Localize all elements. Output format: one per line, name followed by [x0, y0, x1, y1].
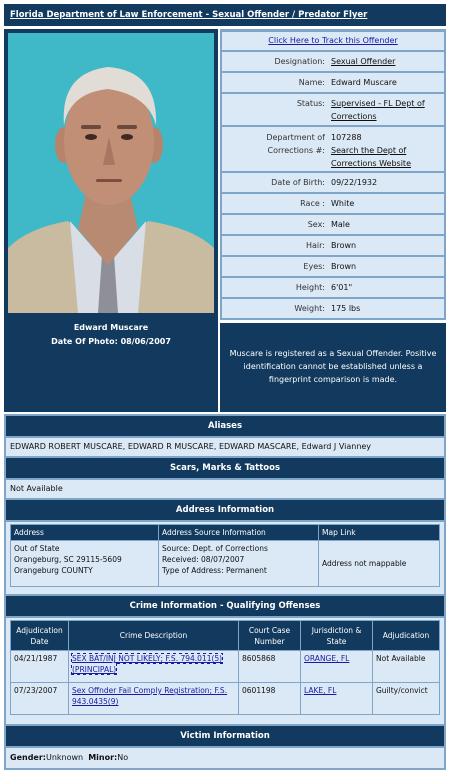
victim-heading: Victim Information: [6, 726, 444, 746]
status-link[interactable]: Supervised - FL Dept of Corrections: [331, 99, 425, 121]
crime-adjudication: Guilty/convict: [373, 683, 440, 715]
race-label: Race :: [300, 199, 325, 208]
address-line-1: Out of State: [14, 544, 60, 553]
hair-label: Hair:: [306, 241, 325, 250]
eyes-value: Brown: [331, 262, 357, 271]
designation-label: Designation:: [274, 57, 325, 66]
designation-link[interactable]: Sexual Offender: [331, 57, 396, 66]
victim-gender-label: Gender:: [10, 753, 46, 762]
victim-minor-label: Minor:: [88, 753, 118, 762]
scars-heading: Scars, Marks & Tattoos: [6, 458, 444, 478]
address-table: [10, 524, 440, 587]
doc-number-value: 107288: [331, 133, 362, 142]
doc-number-label: Department of Corrections #:: [266, 133, 325, 155]
crime-description: [69, 683, 239, 715]
flyer-title-link[interactable]: Florida Department of Law Enforcement - Sexual Offender / Predator Flyer: [10, 10, 368, 20]
offender-photo-image: [8, 33, 214, 313]
crime-case-number: 0601198: [239, 683, 301, 715]
info-row-height: [222, 278, 444, 297]
crime-table: [10, 620, 440, 715]
victim-gender-value: Unknown: [45, 753, 84, 762]
scars-text: Not Available: [6, 480, 444, 498]
crime-jurisdiction: [301, 651, 373, 683]
identification-notice: Muscare is registered as a Sexual Offender. Positive identification cannot be established unless a fingerprint comparison is made.: [220, 323, 446, 412]
weight-label: Weight:: [294, 304, 325, 313]
flyer-title-bar: [4, 4, 446, 26]
details-section: [4, 414, 446, 770]
crime-date: 04/21/1987: [11, 651, 69, 683]
photo-offender-name: Edward Muscare: [73, 323, 149, 332]
offender-info-panel: [220, 29, 446, 320]
status-label: Status:: [296, 99, 325, 108]
crime-row: [11, 683, 440, 715]
crime-jurisdiction-link[interactable]: LAKE, FL: [304, 686, 337, 695]
photo-date: Date Of Photo: 08/06/2007: [51, 337, 171, 346]
address-row: [11, 541, 440, 587]
doc-website-link[interactable]: Search the Dept of Corrections Website: [331, 146, 411, 168]
eyes-label: Eyes:: [303, 262, 325, 271]
dob-label: Date of Birth:: [271, 178, 325, 187]
crime-col-adjudication: Adjudication: [373, 621, 440, 651]
aliases-text: EDWARD ROBERT MUSCARE, EDWARD R MUSCARE, EDWARD MASCARE, Edward J Vianney: [6, 438, 444, 456]
crime-date: 07/23/2007: [11, 683, 69, 715]
address-line-2: Orangeburg, SC 29115-5609: [14, 555, 122, 564]
sex-label: Sex:: [307, 220, 325, 229]
crime-heading: Crime Information - Qualifying Offenses: [6, 596, 444, 616]
address-col-source: Address Source Information: [159, 525, 319, 541]
address-cell: [11, 541, 159, 587]
crime-jurisdiction: [301, 683, 373, 715]
height-value: 6'01": [331, 283, 353, 292]
crime-row: [11, 651, 440, 683]
track-offender-row: [222, 32, 444, 50]
name-value: Edward Muscare: [331, 78, 397, 87]
info-row-name: [222, 73, 444, 92]
crime-body: [6, 618, 444, 724]
dob-value: 09/22/1932: [331, 178, 378, 187]
sex-value: Male: [331, 220, 350, 229]
crime-jurisdiction-link[interactable]: ORANGE, FL: [304, 654, 350, 663]
address-body: [6, 522, 444, 594]
address-col-map: Map Link: [319, 525, 440, 541]
name-label: Name:: [298, 78, 325, 87]
crime-col-date: Adjudication Date: [11, 621, 69, 651]
address-source-line-3: Type of Address: Permanent: [162, 566, 267, 575]
hair-value: Brown: [331, 241, 357, 250]
address-col-address: Address: [11, 525, 159, 541]
crime-description: [69, 651, 239, 683]
address-table-header: [11, 525, 440, 541]
address-source-line-2: Received: 08/07/2007: [162, 555, 245, 564]
photo-panel: [4, 29, 218, 412]
info-row-dob: [222, 173, 444, 192]
address-source-line-1: Source: Dept. of Corrections: [162, 544, 268, 553]
track-offender-link[interactable]: Click Here to Track this Offender: [268, 36, 398, 45]
crime-adjudication: Not Available: [373, 651, 440, 683]
crime-case-number: 8605868: [239, 651, 301, 683]
address-heading: Address Information: [6, 500, 444, 520]
crime-description-link[interactable]: Sex Offnder Fail Comply Registration; F.S. 943.0435(9): [72, 686, 228, 706]
crime-col-description: Crime Description: [69, 621, 239, 651]
race-value: White: [331, 199, 355, 208]
address-line-3: Orangeburg COUNTY: [14, 566, 93, 575]
photo-caption: [4, 321, 218, 349]
address-source-cell: [159, 541, 319, 587]
victim-body: [6, 748, 444, 768]
victim-minor-value: No: [117, 753, 129, 762]
info-row-hair: [222, 236, 444, 255]
info-row-sex: [222, 215, 444, 234]
aliases-heading: Aliases: [6, 416, 444, 436]
offender-photo: [8, 33, 214, 313]
crime-col-case: Court Case Number: [239, 621, 301, 651]
info-row-designation: [222, 52, 444, 71]
info-row-weight: [222, 299, 444, 318]
info-row-status: [222, 94, 444, 125]
crime-description-link[interactable]: SEX BAT/INJ NOT LIKELY; F.S. 794.011(5) (PRINCIPAL): [72, 654, 223, 674]
address-map-cell: Address not mappable: [319, 541, 440, 587]
crime-col-jurisdiction: Jurisdiction & State: [301, 621, 373, 651]
height-label: Height:: [295, 283, 325, 292]
crime-table-header: [11, 621, 440, 651]
weight-value: 175 lbs: [331, 304, 361, 313]
info-row-race: [222, 194, 444, 213]
info-row-eyes: [222, 257, 444, 276]
info-row-doc-number: [222, 127, 444, 171]
